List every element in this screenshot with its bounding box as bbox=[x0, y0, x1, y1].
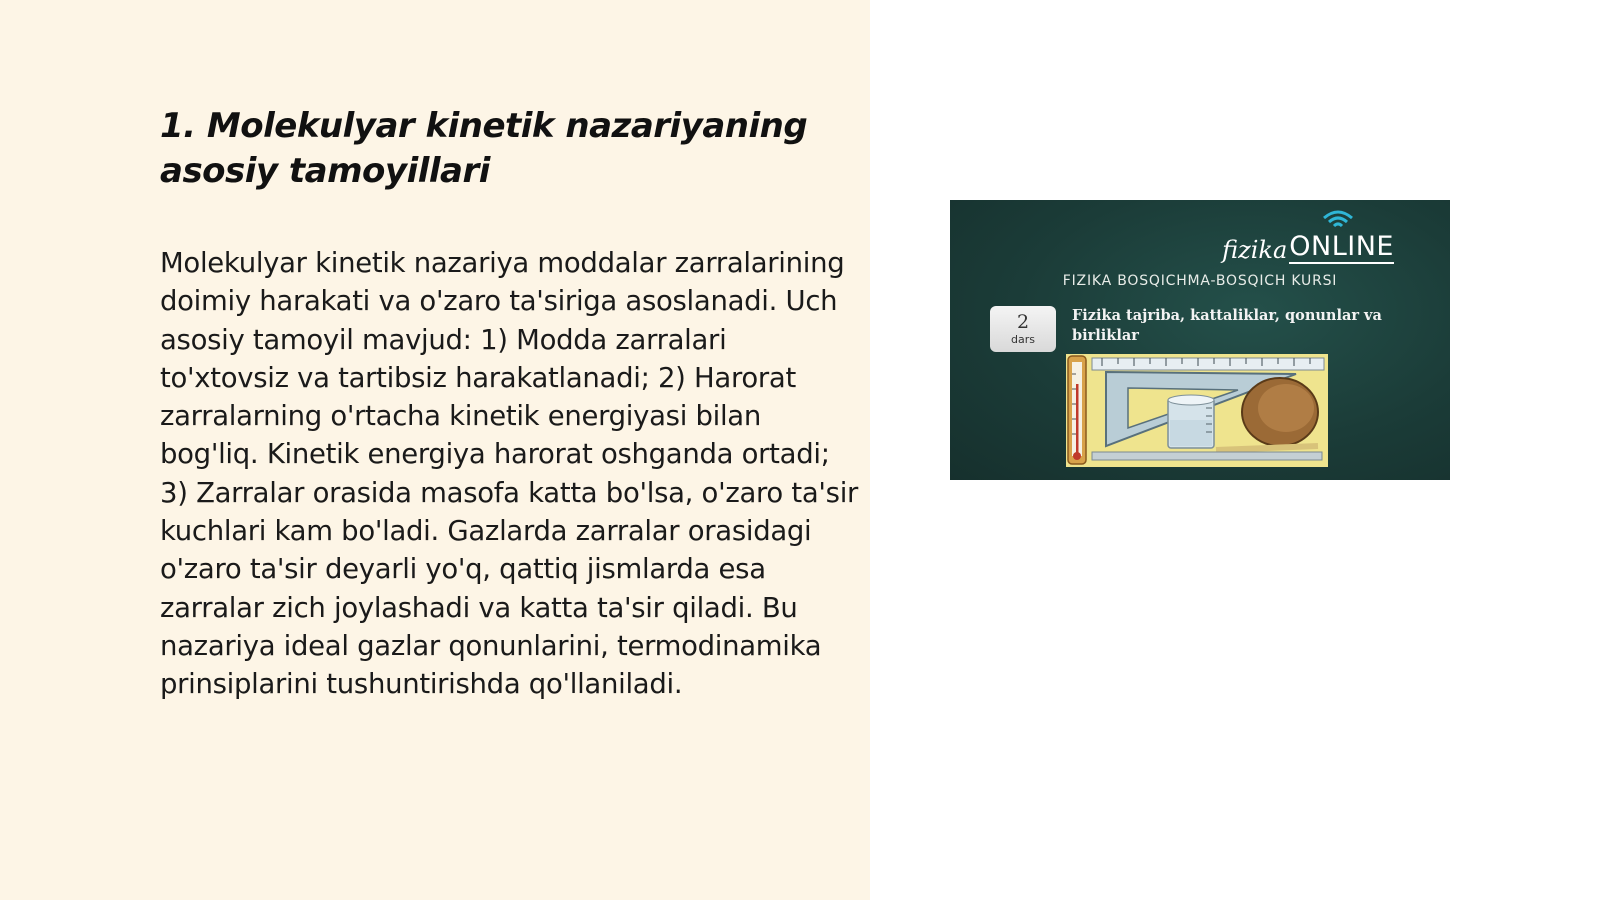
lesson-number: 2 bbox=[1016, 311, 1030, 333]
lesson-title: Fizika tajriba, kattaliklar, qonunlar va birliklar bbox=[1072, 307, 1382, 344]
slide-title: 1. Molekulyar kinetik nazariyaning asosiy tamoyillari bbox=[160, 106, 808, 191]
brand-prefix: fizika bbox=[1222, 236, 1288, 264]
ruler-icon bbox=[1092, 358, 1324, 370]
brand-logo bbox=[1222, 224, 1394, 264]
lesson-word: dars bbox=[1011, 333, 1035, 346]
lesson-thumbnail-image bbox=[950, 200, 1450, 480]
brand-main: ONLINE bbox=[1289, 231, 1394, 262]
lesson-badge bbox=[990, 306, 1056, 352]
thermometer-icon bbox=[1068, 356, 1086, 464]
measuring-cylinder-icon bbox=[1168, 395, 1214, 448]
measuring-tools-illustration bbox=[1066, 354, 1328, 467]
course-name: FIZIKA BOSQICHMA-BOSQICH KURSI bbox=[1062, 273, 1338, 289]
slide-body-text: Molekulyar kinetik nazariya moddalar zarralarining doimiy harakati va o'zaro ta'siriga asoslanadi. Uch asosiy tamoyil mavjud: 1) Modda zarralari to'xtovsiz va tartibsiz harakatlanadi; 2) Harorat zarralarning o'rtacha kinetik energiyasi bilan bog'liq. Kinetik energiya harorat oshganda ortadi; 3) Zarralar orasida masofa katta bo'lsa, o'zaro ta'sir kuchlari kam bo'ladi. Gazlarda zarralar orasidagi o'zaro ta'sir deyarli yo'q, qattiq jismlarda esa zarralar zich joylashadi va katta ta'sir qiladi. Bu nazariya ideal gazlar qonunlarini, termodinamika prinsiplarini tushuntirishda qo'llaniladi. bbox=[160, 247, 859, 701]
